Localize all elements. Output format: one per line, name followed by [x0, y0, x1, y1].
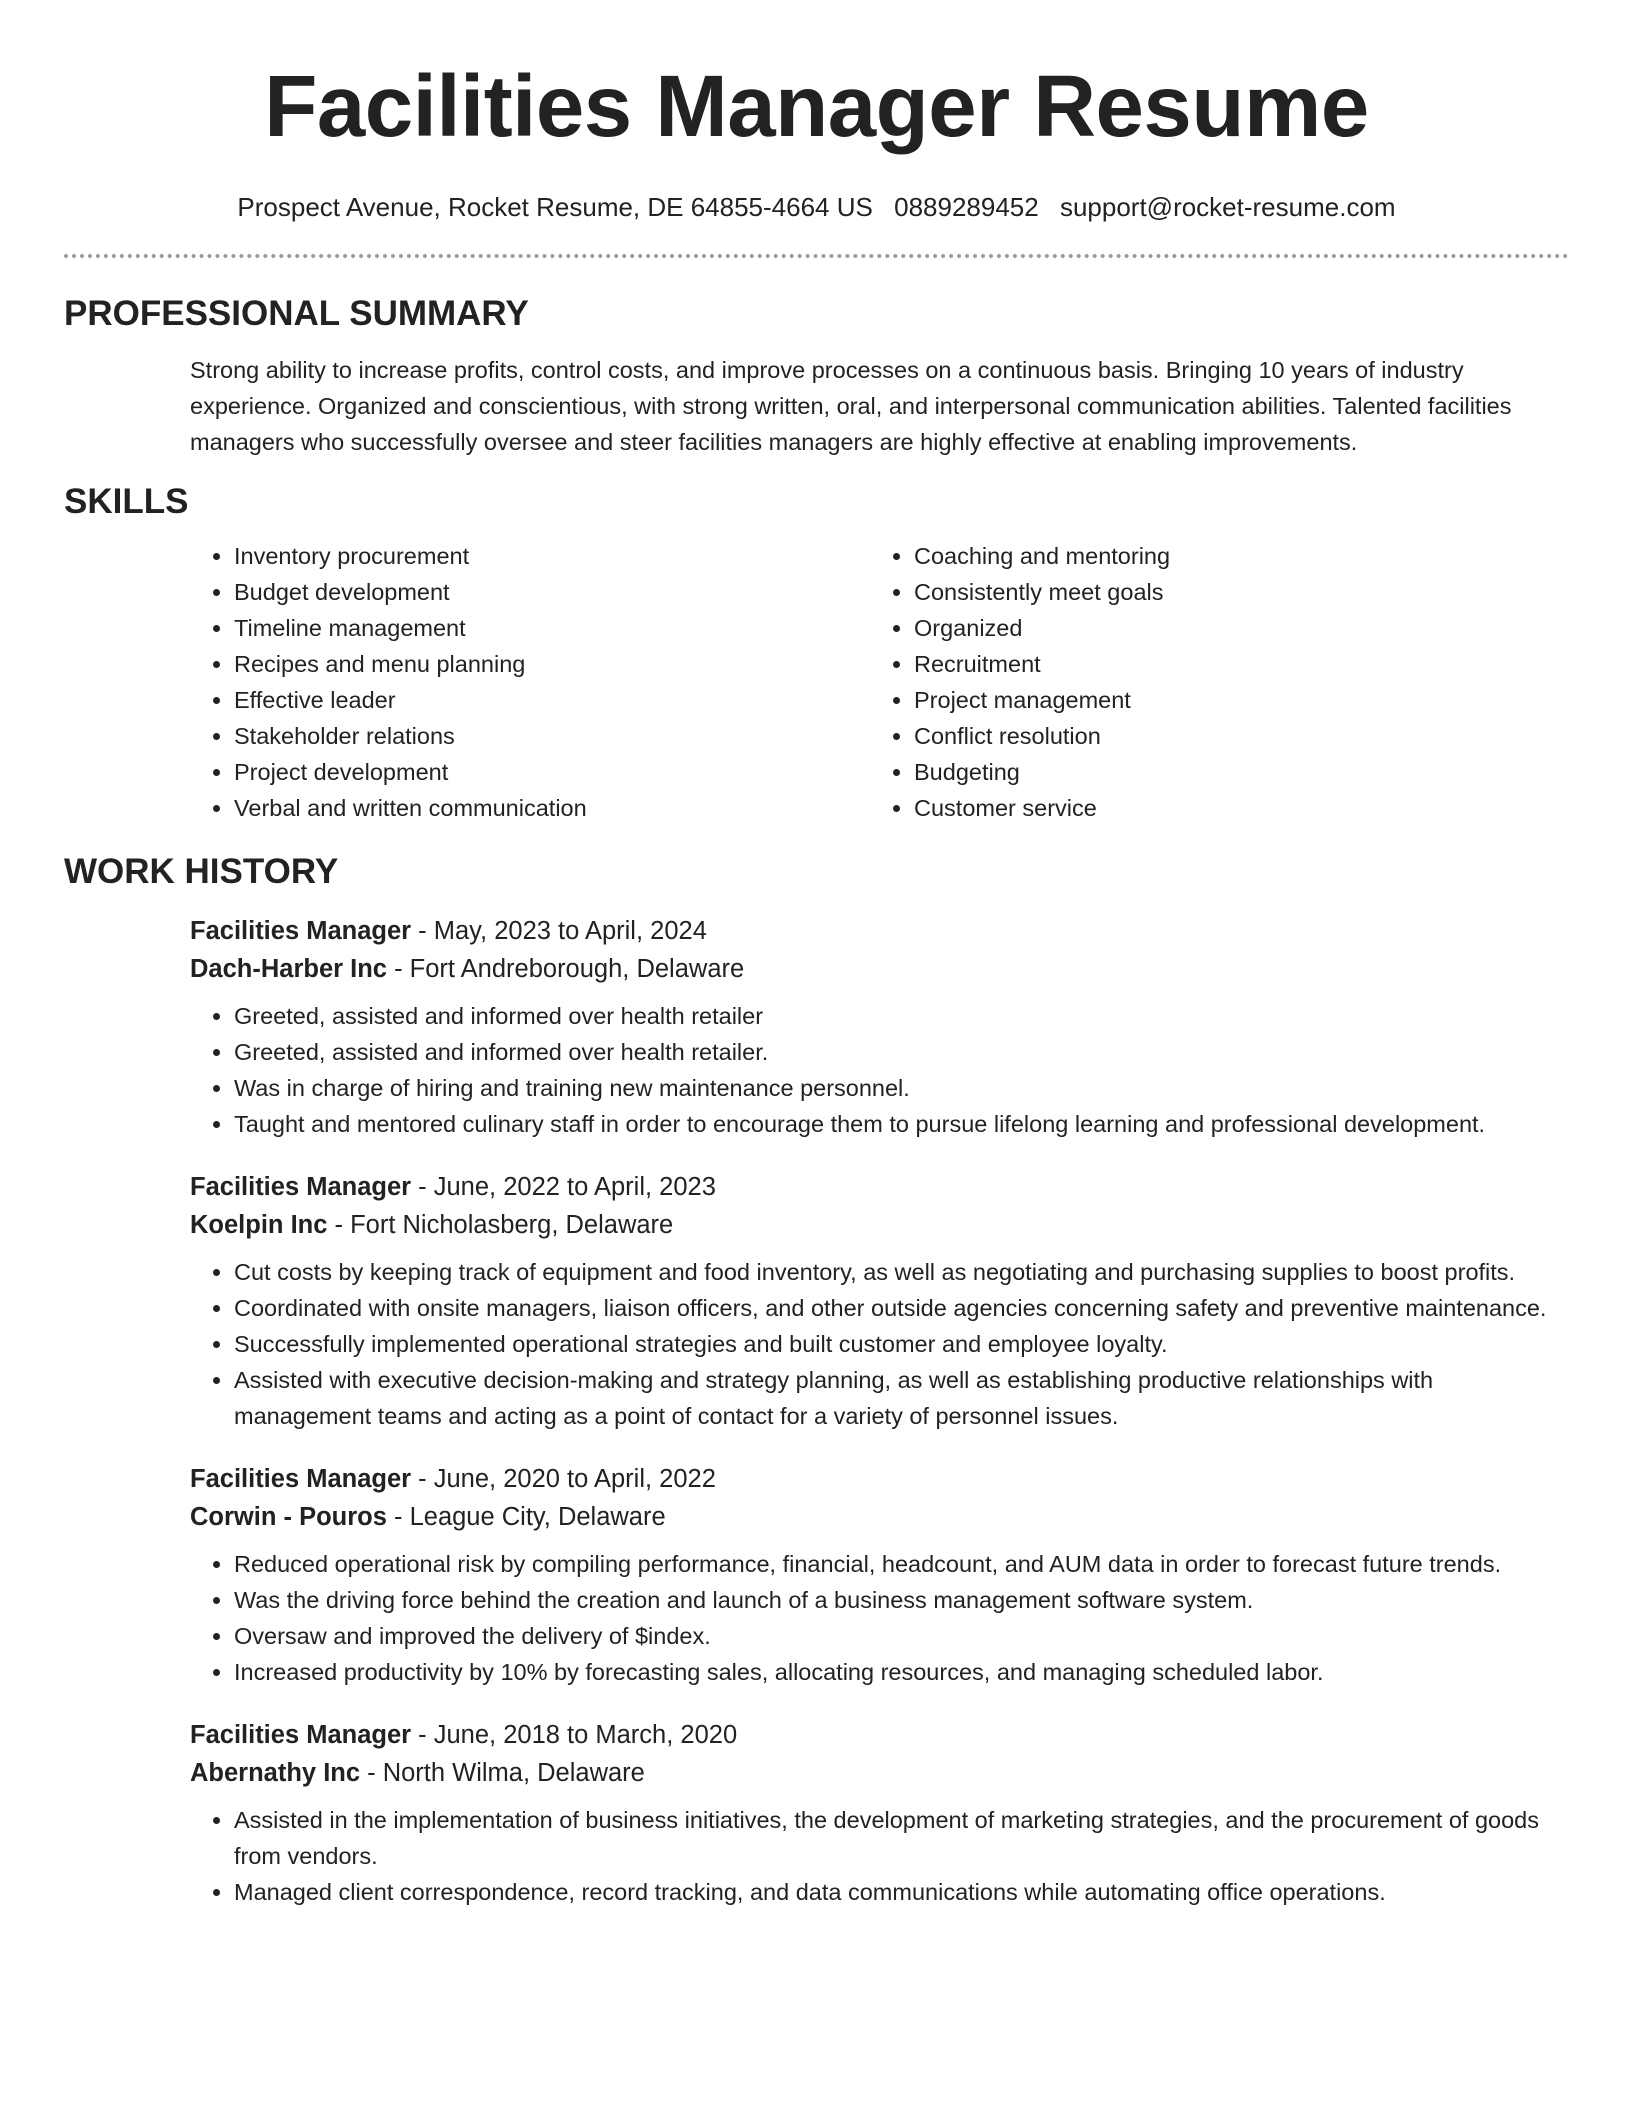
- job-title: Facilities Manager: [190, 917, 412, 945]
- job-bullet: • Oversaw and improved the delivery of $index.: [234, 1618, 1569, 1654]
- skill-item: • Recipes and menu planning: [234, 646, 870, 682]
- job-bullet: • Managed client correspondence, record tracking, and data communications while automating office operations.: [234, 1874, 1569, 1910]
- skill-item: • Timeline management: [234, 610, 870, 646]
- job-location: - Fort Nicholasberg, Delaware: [327, 1211, 674, 1239]
- skill-item: • Conflict resolution: [914, 718, 1550, 754]
- job-company: Corwin - Pouros: [190, 1503, 387, 1531]
- job-bullet: • Successfully implemented operational strategies and built customer and employee loyalty.: [234, 1326, 1569, 1362]
- job-bullet: • Cut costs by keeping track of equipment and food inventory, as well as negotiating and purchasing supplies to boost profits.: [234, 1254, 1569, 1290]
- job-bullet: • Reduced operational risk by compiling performance, financial, headcount, and AUM data in order to forecast future trends.: [234, 1546, 1569, 1582]
- job-location: - North Wilma, Delaware: [360, 1759, 645, 1787]
- job-company-line: [190, 1498, 1569, 1536]
- job-company: Koelpin Inc: [190, 1211, 328, 1239]
- contact-address: Prospect Avenue, Rocket Resume, DE 64855-4664 US: [237, 192, 873, 222]
- job-entry: [190, 1460, 1569, 1690]
- job-bullet: • Assisted in the implementation of business initiatives, the development of marketing strategies, and the procurement of goods from vendors.: [234, 1802, 1569, 1874]
- job-company: Dach-Harber Inc: [190, 955, 387, 983]
- skills-column-right: [870, 538, 1550, 826]
- skill-item: • Budgeting: [914, 754, 1550, 790]
- job-dates: - June, 2022 to April, 2023: [411, 1173, 716, 1201]
- header-divider: [64, 254, 1569, 258]
- skill-item: • Organized: [914, 610, 1550, 646]
- job-bullet: • Taught and mentored culinary staff in order to encourage them to pursue lifelong learning and professional development.: [234, 1106, 1569, 1142]
- contact-phone: 0889289452: [894, 192, 1039, 222]
- skill-item: • Verbal and written communication: [234, 790, 870, 826]
- skill-item: • Effective leader: [234, 682, 870, 718]
- job-bullet: • Was the driving force behind the creation and launch of a business management software system.: [234, 1582, 1569, 1618]
- work-history-section: [190, 912, 1569, 1910]
- job-title-line: [190, 1168, 1569, 1206]
- contact-email: support@rocket-resume.com: [1059, 192, 1396, 222]
- job-title-line: [190, 1716, 1569, 1754]
- job-title: Facilities Manager: [190, 1173, 412, 1201]
- skills-heading: SKILLS: [64, 482, 189, 521]
- summary-heading: PROFESSIONAL SUMMARY: [64, 294, 529, 333]
- skill-item: • Project development: [234, 754, 870, 790]
- job-bullet: • Coordinated with onsite managers, liaison officers, and other outside agencies concerning safety and preventive maintenance.: [234, 1290, 1569, 1326]
- job-entry: [190, 912, 1569, 1142]
- job-bullet: • Assisted with executive decision-making and strategy planning, as well as establishing productive relationships with management teams and acting as a point of contact for a variety of personnel issues.: [234, 1362, 1569, 1434]
- summary-section: [190, 352, 1569, 460]
- job-company: Abernathy Inc: [190, 1759, 361, 1787]
- skill-item: • Inventory procurement: [234, 538, 870, 574]
- job-location: - Fort Andreborough, Delaware: [386, 955, 745, 983]
- job-location: - League City, Delaware: [386, 1503, 666, 1531]
- skill-item: • Consistently meet goals: [914, 574, 1550, 610]
- job-bullets: [190, 998, 1569, 1142]
- resume-title: Facilities Manager Resume: [264, 58, 1369, 155]
- job-title-line: [190, 912, 1569, 950]
- skill-item: • Recruitment: [914, 646, 1550, 682]
- job-company-line: [190, 950, 1569, 988]
- skill-item: • Project management: [914, 682, 1550, 718]
- job-bullets: [190, 1254, 1569, 1434]
- summary-text: Strong ability to increase profits, control costs, and improve processes on a continuous basis. Bringing 10 years of industry experience. Organized and conscientious, with strong written, oral, and interpersonal communication abilities. Talented facilities managers who successfully oversee and steer facilities managers are highly effective at enabling improvements.: [190, 357, 1512, 455]
- job-bullet: • Greeted, assisted and informed over health retailer: [234, 998, 1569, 1034]
- contact-line: [64, 190, 1569, 224]
- job-entry: [190, 1716, 1569, 1910]
- job-title: Facilities Manager: [190, 1465, 412, 1493]
- skill-item: • Stakeholder relations: [234, 718, 870, 754]
- skills-list: [190, 538, 1569, 826]
- job-dates: - June, 2020 to April, 2022: [411, 1465, 716, 1493]
- job-entry: [190, 1168, 1569, 1434]
- job-company-line: [190, 1206, 1569, 1244]
- job-bullet: • Increased productivity by 10% by forecasting sales, allocating resources, and managing scheduled labor.: [234, 1654, 1569, 1690]
- skill-item: • Coaching and mentoring: [914, 538, 1550, 574]
- job-dates: - June, 2018 to March, 2020: [411, 1721, 738, 1749]
- job-title: Facilities Manager: [190, 1721, 412, 1749]
- job-dates: - May, 2023 to April, 2024: [411, 917, 707, 945]
- job-bullets: [190, 1546, 1569, 1690]
- skill-item: • Budget development: [234, 574, 870, 610]
- job-company-line: [190, 1754, 1569, 1792]
- skill-item: • Customer service: [914, 790, 1550, 826]
- job-bullets: [190, 1802, 1569, 1910]
- skills-column-left: [190, 538, 870, 826]
- work-history-heading: WORK HISTORY: [64, 852, 339, 891]
- resume-page: [64, 0, 1569, 1936]
- job-title-line: [190, 1460, 1569, 1498]
- job-bullet: • Was in charge of hiring and training new maintenance personnel.: [234, 1070, 1569, 1106]
- job-bullet: • Greeted, assisted and informed over health retailer.: [234, 1034, 1569, 1070]
